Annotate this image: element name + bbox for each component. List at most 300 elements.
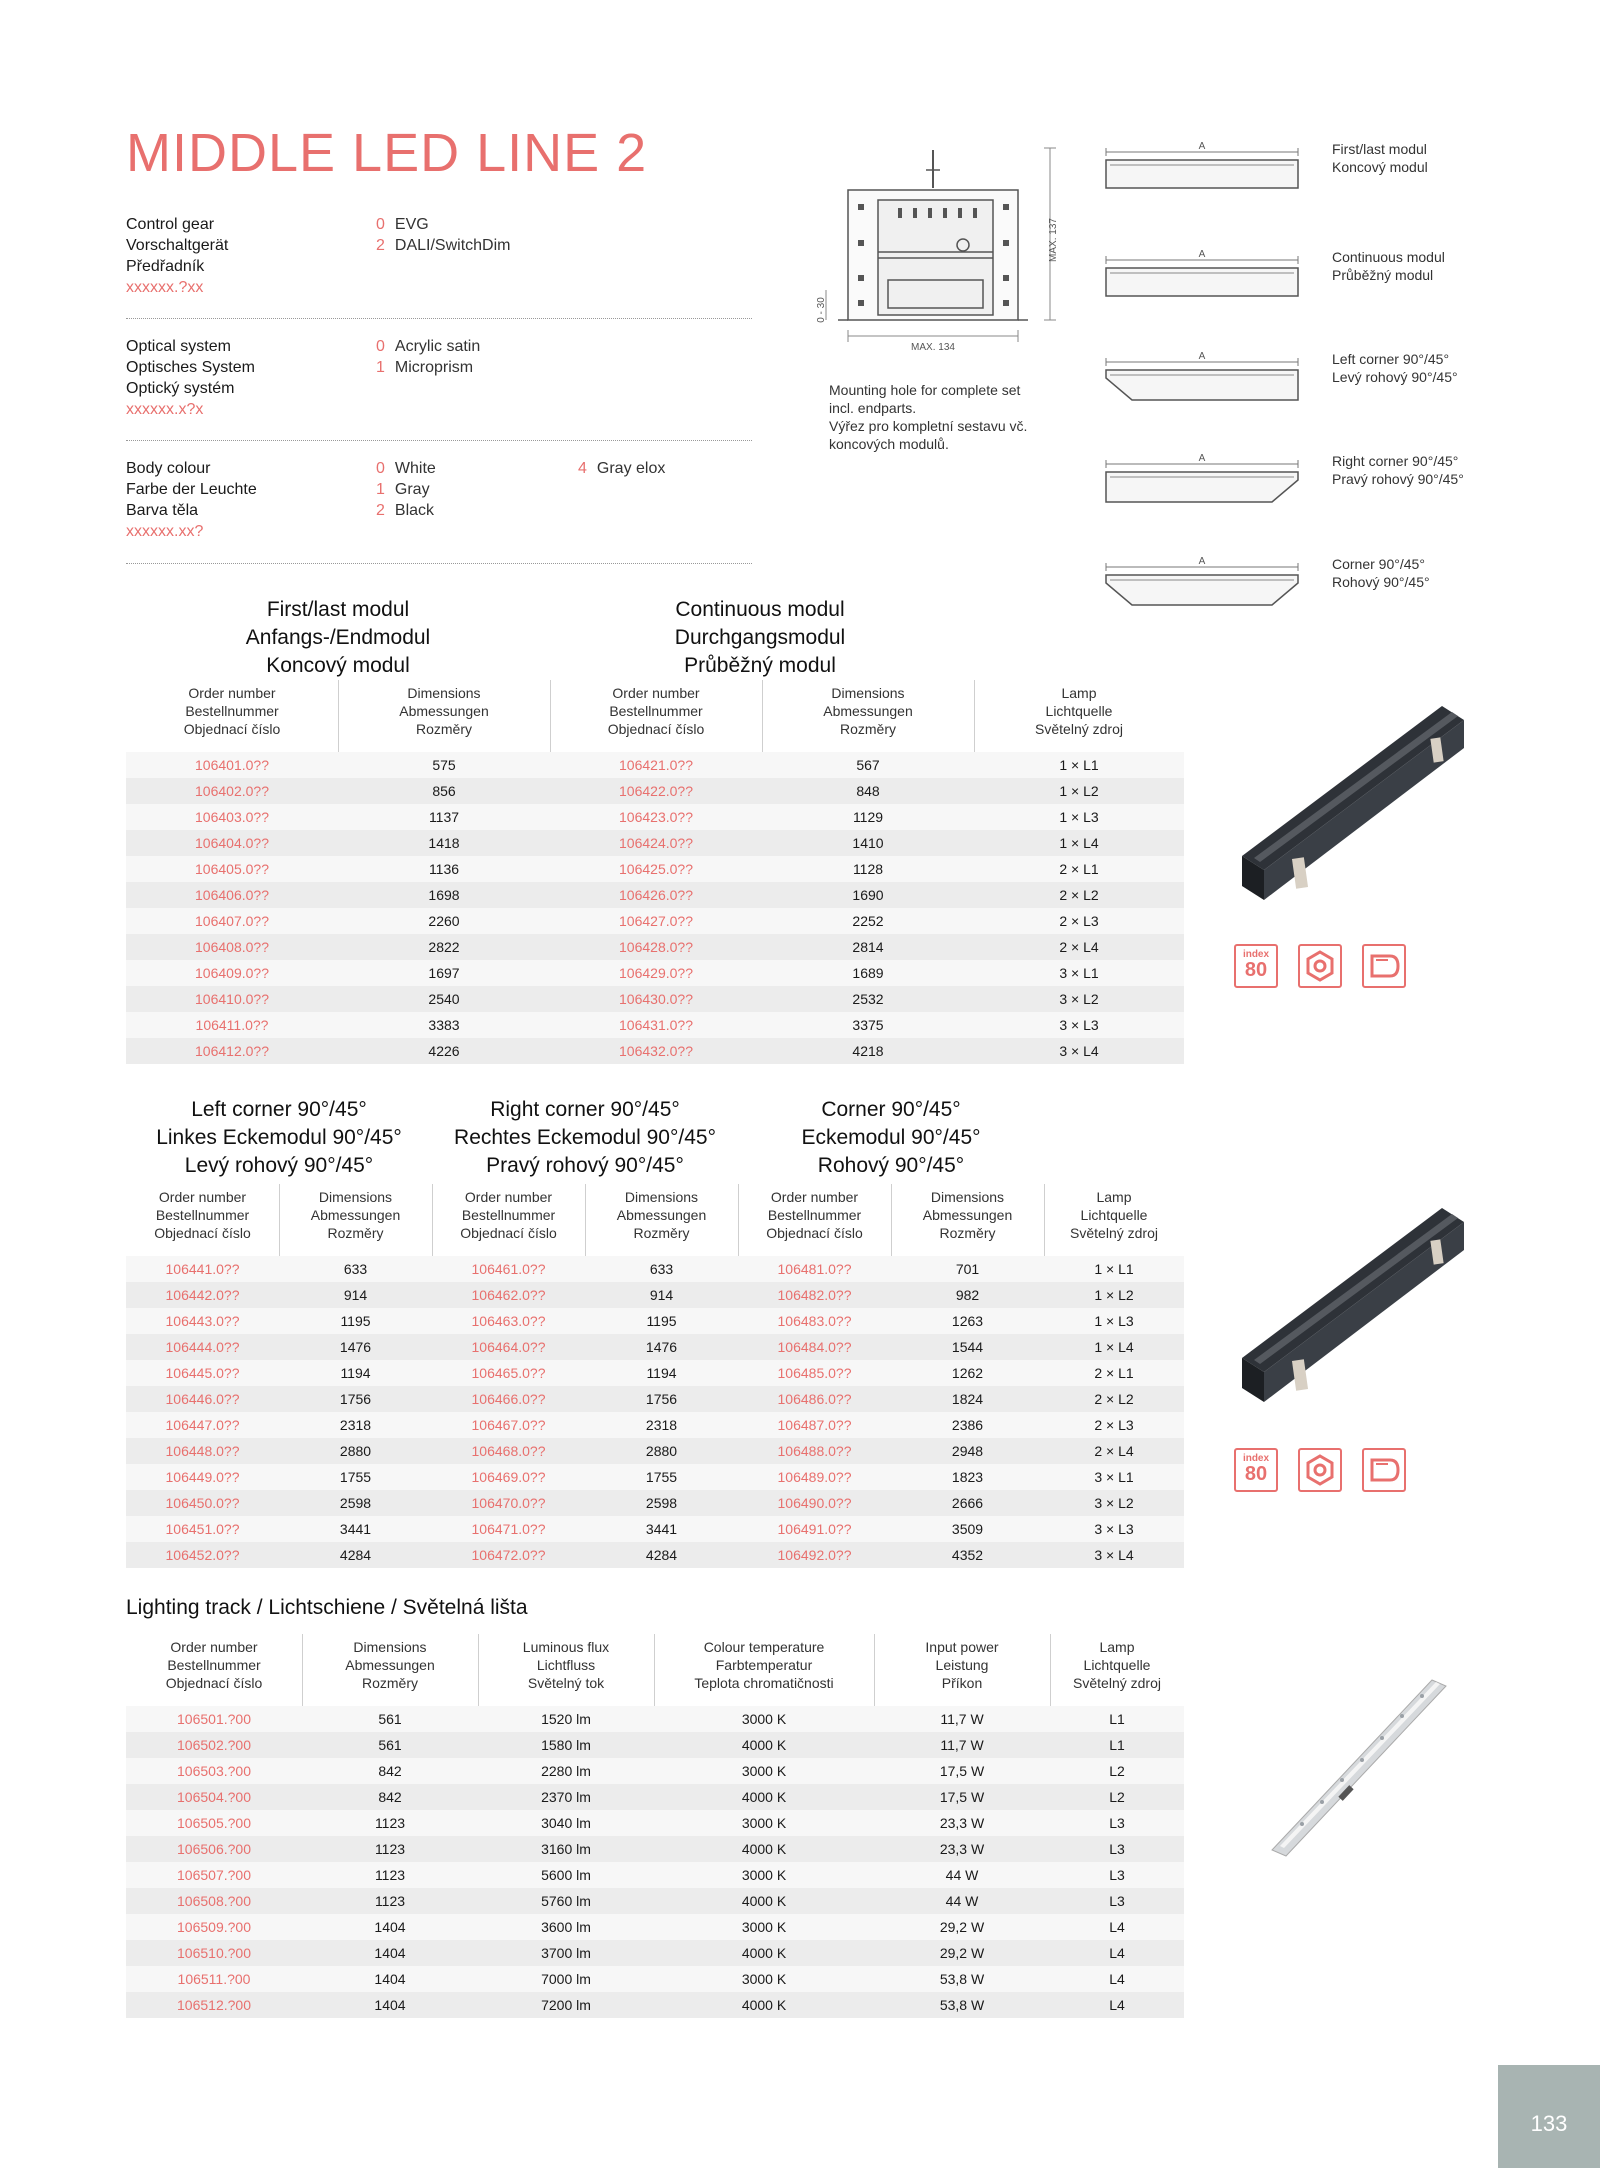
table-cell: 1689 <box>852 965 884 981</box>
caption-line: Výřez pro kompletní sestavu vč. <box>829 418 1028 434</box>
order-number-cell: 106504.?00 <box>177 1789 251 1805</box>
order-number-cell: 106410.0?? <box>195 991 269 1007</box>
table-cell: L4 <box>1109 1997 1125 2013</box>
section-heading <box>618 596 902 680</box>
table-cell: 2386 <box>951 1417 984 1433</box>
table-cell: 3600 lm <box>541 1919 591 1935</box>
divider <box>126 318 752 319</box>
order-number-cell: 106505.?00 <box>177 1815 251 1831</box>
variant-caption <box>1332 350 1458 386</box>
column-header-line: Order number <box>188 685 276 701</box>
column-header <box>126 684 338 738</box>
order-number-cell: 106401.0?? <box>195 757 269 773</box>
variant-caption-line: Continuous modul <box>1332 249 1445 265</box>
table-cell: 2280 lm <box>541 1763 591 1779</box>
column-header-line: Order number <box>170 1639 258 1655</box>
table-cell: 3000 K <box>741 1919 787 1935</box>
table-row <box>126 1464 1184 1490</box>
caption-line: koncových modulů. <box>829 436 949 452</box>
column-header-line: Abmessungen <box>310 1207 401 1223</box>
table-cell: 842 <box>378 1789 402 1805</box>
column-header-line: Leistung <box>935 1657 989 1673</box>
dimension-label: A <box>1198 453 1206 464</box>
column-header-line: Abmessungen <box>823 703 913 719</box>
table-cell: 2 × L1 <box>1094 1365 1134 1381</box>
table-cell: 3000 K <box>741 1867 787 1883</box>
order-number-cell: 106405.0?? <box>195 861 269 877</box>
section-heading-line: Corner 90°/45° <box>821 1098 961 1121</box>
column-header <box>1050 1638 1184 1692</box>
table-row <box>126 1360 1184 1386</box>
index-label: index <box>1242 1453 1270 1464</box>
column-header-line: Lichtquelle <box>1083 1657 1151 1673</box>
table-cell: 17,5 W <box>939 1789 985 1805</box>
table-cell: 914 <box>343 1287 368 1303</box>
table-cell: 3160 lm <box>541 1841 591 1857</box>
dimension-label: A <box>1198 351 1206 362</box>
table-cell: 5760 lm <box>541 1893 591 1909</box>
product-image-black-corner <box>1232 1188 1472 1428</box>
column-header <box>874 1638 1050 1692</box>
order-number-cell: 106511.?00 <box>177 1971 251 1987</box>
section-heading-line: Linkes Eckemodul 90°/45° <box>156 1126 402 1149</box>
order-number-cell: 106424.0?? <box>619 835 693 851</box>
table-row <box>126 1784 1184 1810</box>
caption-line: Mounting hole for complete set <box>829 382 1021 398</box>
option-row <box>126 523 752 544</box>
table-row <box>126 1810 1184 1836</box>
order-number-cell: 106508.?00 <box>177 1893 251 1909</box>
table-cell: 1 × L4 <box>1094 1339 1134 1355</box>
section-heading-line: Rechtes Eckemodul 90°/45° <box>454 1126 716 1149</box>
order-number-cell: 106404.0?? <box>195 835 269 851</box>
section-heading-line: Pravý rohový 90°/45° <box>486 1154 684 1177</box>
option-row <box>126 481 752 502</box>
variant-caption-line: Koncový modul <box>1332 159 1428 175</box>
order-number-cell: 106432.0?? <box>619 1043 693 1059</box>
column-header <box>891 1188 1044 1242</box>
option-label: Optical system <box>126 338 231 355</box>
order-number-cell: 106406.0?? <box>195 887 269 903</box>
option-block <box>126 338 752 422</box>
table-row <box>126 960 1184 986</box>
index-80-icon <box>1234 944 1278 988</box>
table-cell: L4 <box>1109 1945 1125 1961</box>
table-row <box>126 1012 1184 1038</box>
dim-height-label: MAX. 137 <box>1048 218 1059 262</box>
order-number-cell: 106445.0?? <box>165 1365 240 1381</box>
table-cell: 4000 K <box>741 1997 787 2013</box>
order-number-cell: 106427.0?? <box>619 913 693 929</box>
section-heading-line: Rohový 90°/45° <box>817 1154 965 1177</box>
option-label: Optický systém <box>126 380 235 397</box>
table-cell: 1136 <box>428 861 460 877</box>
index-80-icon <box>1234 1448 1278 1492</box>
variant-caption <box>1332 140 1428 176</box>
index-label: index <box>1242 949 1270 960</box>
table-cell: 1123 <box>374 1893 406 1909</box>
dim-width-label: MAX. 134 <box>911 342 955 353</box>
table-cell: 914 <box>649 1287 674 1303</box>
option-text: White <box>394 460 436 477</box>
table-cell: 1404 <box>374 1997 406 2013</box>
option-text: EVG <box>394 216 429 233</box>
order-number-cell: 106444.0?? <box>165 1339 240 1355</box>
table-cell: 2822 <box>428 939 460 955</box>
section-heading-line: Eckemodul 90°/45° <box>801 1126 981 1149</box>
table-cell: 3000 K <box>741 1711 787 1727</box>
hexagon-nut-icon <box>1298 1448 1342 1492</box>
column-header <box>302 1638 478 1692</box>
table-cell: 2260 <box>428 913 460 929</box>
order-number-cell: 106509.?00 <box>177 1919 251 1935</box>
variant-caption-line: Left corner 90°/45° <box>1332 351 1450 367</box>
table-cell: 29,2 W <box>939 1919 985 1935</box>
column-header-line: Abmessungen <box>399 703 489 719</box>
product-image-lighting-track <box>1232 1640 1472 1880</box>
option-number: 0 <box>376 460 385 477</box>
table-cell: 856 <box>432 783 456 799</box>
table-cell: 1520 lm <box>541 1711 591 1727</box>
table-row <box>126 1308 1184 1334</box>
option-value <box>578 460 665 478</box>
option-text: Gray <box>394 481 430 498</box>
column-header-line: Světelný tok <box>527 1675 605 1691</box>
order-number-cell: 106447.0?? <box>165 1417 240 1433</box>
table-row <box>126 1256 1184 1282</box>
table-cell: 44 W <box>945 1893 979 1909</box>
column-header-line: Farbtemperatur <box>715 1657 813 1673</box>
table-cell: 2 × L3 <box>1094 1417 1134 1433</box>
column-header <box>550 684 762 738</box>
table-cell: 842 <box>378 1763 402 1779</box>
order-number-cell: 106471.0?? <box>471 1521 546 1537</box>
table-row <box>126 934 1184 960</box>
table-cell: L3 <box>1109 1893 1125 1909</box>
table-cell: 3 × L2 <box>1094 1495 1134 1511</box>
order-number-cell: 106503.?00 <box>177 1763 251 1779</box>
table-row <box>126 778 1184 804</box>
order-number-cell: 106425.0?? <box>619 861 693 877</box>
table-row <box>126 1516 1184 1542</box>
table-cell: L1 <box>1109 1737 1125 1753</box>
table-cell: 1690 <box>852 887 884 903</box>
column-header <box>338 684 550 738</box>
table-row <box>126 1836 1184 1862</box>
variant-caption <box>1332 452 1464 488</box>
column-header <box>585 1188 738 1242</box>
column-header-line: Order number <box>158 1189 247 1205</box>
order-number-cell: 106467.0?? <box>471 1417 546 1433</box>
option-value <box>376 216 429 234</box>
column-header-line: Rozměry <box>633 1225 690 1241</box>
order-number-cell: 106470.0?? <box>471 1495 546 1511</box>
table-row <box>126 1038 1184 1064</box>
table-row <box>126 1966 1184 1992</box>
table-cell: 3 × L1 <box>1059 965 1099 981</box>
table-cell: 3509 <box>951 1521 984 1537</box>
section-heading-line: Levý rohový 90°/45° <box>184 1154 374 1177</box>
table-cell: 2666 <box>951 1495 984 1511</box>
variant-drawing <box>1102 140 1310 200</box>
column-header-line: Rozměry <box>839 721 896 737</box>
table-row <box>126 1914 1184 1940</box>
table-cell: 3000 K <box>741 1815 787 1831</box>
column-header-line: Rozměry <box>327 1225 384 1241</box>
option-code: xxxxxx.?xx <box>126 279 204 296</box>
profile-outline <box>1106 160 1298 188</box>
option-text: DALI/SwitchDim <box>394 237 511 254</box>
table-cell: 2 × L3 <box>1059 913 1099 929</box>
table-cell: 1755 <box>339 1469 372 1485</box>
column-header <box>738 1188 891 1242</box>
variant-drawing <box>1102 350 1310 410</box>
option-row <box>126 460 752 481</box>
section-heading <box>432 1096 738 1180</box>
section-heading: Lighting track / Lichtschiene / Světelná lišta <box>126 1596 528 1619</box>
column-header <box>654 1638 874 1692</box>
option-row <box>126 338 752 359</box>
column-header-line: Order number <box>770 1189 859 1205</box>
column-header-line: Dimensions <box>930 1189 1005 1205</box>
table-cell: 3 × L2 <box>1059 991 1099 1007</box>
table-cell: 575 <box>432 757 456 773</box>
column-header <box>974 684 1184 738</box>
column-header-line: Dimensions <box>318 1189 393 1205</box>
column-header-line: Bestellnummer <box>609 703 703 719</box>
column-header-line: Rozměry <box>415 721 472 737</box>
section-heading-line: Průběžný modul <box>684 654 836 677</box>
table-cell: L3 <box>1109 1867 1125 1883</box>
profile-outline <box>1106 268 1298 296</box>
table-cell: 2 × L4 <box>1059 939 1099 955</box>
table-row <box>126 1940 1184 1966</box>
order-number-cell: 106430.0?? <box>619 991 693 1007</box>
cross-section-drawing <box>818 140 1078 360</box>
table-cell: 567 <box>856 757 880 773</box>
table-cell: 3 × L3 <box>1094 1521 1134 1537</box>
variant-profile <box>1102 452 1310 512</box>
variant-profile <box>1102 350 1310 410</box>
variant-caption-line: Corner 90°/45° <box>1332 556 1425 572</box>
order-number-cell: 106451.0?? <box>165 1521 240 1537</box>
column-header-line: Input power <box>925 1639 999 1655</box>
option-value <box>376 359 473 377</box>
table-row <box>126 856 1184 882</box>
order-number-cell: 106461.0?? <box>471 1261 546 1277</box>
column-header <box>279 1188 432 1242</box>
order-number-cell: 106449.0?? <box>165 1469 240 1485</box>
profile-d-icon <box>1362 1448 1406 1492</box>
table-cell: 2540 <box>428 991 460 1007</box>
option-code: xxxxxx.x?x <box>126 401 204 418</box>
table-cell: 4218 <box>852 1043 884 1059</box>
column-header-line: Bestellnummer <box>767 1207 862 1223</box>
table-cell: 1404 <box>374 1971 406 1987</box>
column-header-line: Světelný zdroj <box>1073 1675 1161 1691</box>
table-cell: 2 × L2 <box>1094 1391 1134 1407</box>
section-heading-line: First/last modul <box>266 598 410 621</box>
table-cell: 2 × L2 <box>1059 887 1099 903</box>
table-row <box>126 1490 1184 1516</box>
table-cell: 1195 <box>340 1313 371 1329</box>
table-cell: 3441 <box>645 1521 678 1537</box>
column-header-line: Abmessungen <box>616 1207 707 1223</box>
section-heading <box>126 1096 432 1180</box>
column-header-line: Lamp <box>1096 1189 1132 1205</box>
table-cell: 2 × L1 <box>1059 861 1099 877</box>
section-heading-line: Continuous modul <box>675 598 845 621</box>
table-cell: 1194 <box>340 1365 371 1381</box>
table-cell: 701 <box>955 1261 980 1277</box>
table-cell: 1756 <box>645 1391 678 1407</box>
option-number: 0 <box>376 216 385 233</box>
option-number: 0 <box>376 338 385 355</box>
order-number-cell: 106482.0?? <box>777 1287 852 1303</box>
column-header-line: Colour temperature <box>703 1639 825 1655</box>
table-cell: 2318 <box>339 1417 372 1433</box>
table-cell: 44 W <box>945 1867 979 1883</box>
order-number-cell: 106486.0?? <box>777 1391 852 1407</box>
table-cell: 633 <box>343 1261 368 1277</box>
table-cell: 1755 <box>645 1469 678 1485</box>
order-number-cell: 106441.0?? <box>165 1261 240 1277</box>
column-header <box>126 1188 279 1242</box>
table-cell: 53,8 W <box>939 1971 985 1987</box>
table-cell: 1 × L3 <box>1094 1313 1134 1329</box>
variant-profile <box>1102 555 1310 615</box>
order-number-cell: 106412.0?? <box>195 1043 269 1059</box>
table-cell: L1 <box>1109 1711 1125 1727</box>
table-row <box>126 804 1184 830</box>
section-heading-line: Koncový modul <box>266 654 410 677</box>
table-cell: 1129 <box>852 809 884 825</box>
option-block <box>126 216 752 300</box>
option-block <box>126 460 752 544</box>
table-cell: 561 <box>378 1711 402 1727</box>
table-cell: 4352 <box>951 1547 984 1563</box>
table-row <box>126 1542 1184 1568</box>
table-cell: 2 × L4 <box>1094 1443 1134 1459</box>
table-row <box>126 1758 1184 1784</box>
order-number-cell: 106492.0?? <box>777 1547 852 1563</box>
table-row <box>126 830 1184 856</box>
variant-caption <box>1332 248 1445 284</box>
table-cell: 3 × L4 <box>1059 1043 1099 1059</box>
option-number: 2 <box>376 502 385 519</box>
option-code: xxxxxx.xx? <box>126 523 204 540</box>
column-header-line: Rozměry <box>361 1675 418 1691</box>
table-cell: 1823 <box>951 1469 984 1485</box>
table-cell: 1 × L2 <box>1094 1287 1134 1303</box>
column-header <box>478 1638 654 1692</box>
dimension-label: A <box>1198 249 1206 260</box>
table-row <box>126 1386 1184 1412</box>
table-cell: 1544 <box>951 1339 984 1355</box>
profile-d-icon <box>1362 944 1406 988</box>
column-header-line: Luminous flux <box>522 1639 610 1655</box>
variant-caption-line: Rohový 90°/45° <box>1332 574 1430 590</box>
table-cell: 3 × L4 <box>1094 1547 1134 1563</box>
table-cell: 5600 lm <box>541 1867 591 1883</box>
variant-caption <box>1332 555 1430 591</box>
order-number-cell: 106423.0?? <box>619 809 693 825</box>
table-cell: 3441 <box>339 1521 372 1537</box>
table-cell: 1 × L4 <box>1059 835 1099 851</box>
hexagon-nut-icon <box>1298 944 1342 988</box>
table-cell: 4000 K <box>741 1841 787 1857</box>
column-header-line: Světelný zdroj <box>1035 721 1123 737</box>
table-cell: 1 × L1 <box>1094 1261 1134 1277</box>
table-cell: 2318 <box>645 1417 678 1433</box>
column-header-line: Objednací číslo <box>154 1225 251 1241</box>
table-cell: 1263 <box>951 1313 984 1329</box>
order-number-cell: 106442.0?? <box>165 1287 240 1303</box>
option-value <box>376 237 510 255</box>
order-number-cell: 106464.0?? <box>471 1339 546 1355</box>
column-header-line: Dimensions <box>624 1189 699 1205</box>
variant-profile <box>1102 248 1310 308</box>
option-value <box>376 460 436 478</box>
table-cell: 1476 <box>645 1339 678 1355</box>
column-header-line: Order number <box>612 685 700 701</box>
table-cell: 982 <box>955 1287 980 1303</box>
order-number-cell: 106469.0?? <box>471 1469 546 1485</box>
table-row <box>126 1334 1184 1360</box>
table-cell: 3040 lm <box>541 1815 591 1831</box>
order-number-cell: 106481.0?? <box>777 1261 852 1277</box>
option-number: 1 <box>376 481 385 498</box>
order-number-cell: 106502.?00 <box>177 1737 251 1753</box>
variant-drawing <box>1102 555 1310 615</box>
table-row <box>126 882 1184 908</box>
order-number-cell: 106465.0?? <box>471 1365 546 1381</box>
column-header-line: Lichtquelle <box>1045 703 1113 719</box>
table-cell: 11,7 W <box>940 1737 984 1753</box>
table-cell: 1 × L3 <box>1059 809 1099 825</box>
column-header-line: Rozměry <box>939 1225 996 1241</box>
table-cell: 1 × L1 <box>1059 757 1099 773</box>
order-number-cell: 106463.0?? <box>471 1313 546 1329</box>
option-row <box>126 401 752 422</box>
table-cell: 4226 <box>428 1043 460 1059</box>
table-cell: 1137 <box>428 809 460 825</box>
option-number: 4 <box>578 460 587 477</box>
column-header-line: Bestellnummer <box>155 1207 250 1223</box>
table-cell: 7200 lm <box>541 1997 591 2013</box>
variant-caption-line: Pravý rohový 90°/45° <box>1332 471 1464 487</box>
table-row <box>126 1438 1184 1464</box>
order-number-cell: 106484.0?? <box>777 1339 852 1355</box>
variant-profile <box>1102 140 1310 200</box>
divider <box>126 440 752 441</box>
option-label: Předřadník <box>126 258 205 275</box>
table-cell: 3 × L3 <box>1059 1017 1099 1033</box>
table-cell: 4284 <box>339 1547 372 1563</box>
section-heading-line: Right corner 90°/45° <box>490 1098 680 1121</box>
table-cell: 1697 <box>428 965 460 981</box>
column-header-line: Příkon <box>941 1675 983 1691</box>
option-label: Control gear <box>126 216 215 233</box>
table-cell: 11,7 W <box>940 1711 984 1727</box>
order-number-cell: 106452.0?? <box>165 1547 240 1563</box>
table-cell: 1418 <box>428 835 460 851</box>
table-cell: 4000 K <box>741 1737 787 1753</box>
table-cell: 2814 <box>852 939 884 955</box>
section-heading-line: Durchgangsmodul <box>674 626 846 649</box>
order-number-cell: 106462.0?? <box>471 1287 546 1303</box>
table-row <box>126 1888 1184 1914</box>
